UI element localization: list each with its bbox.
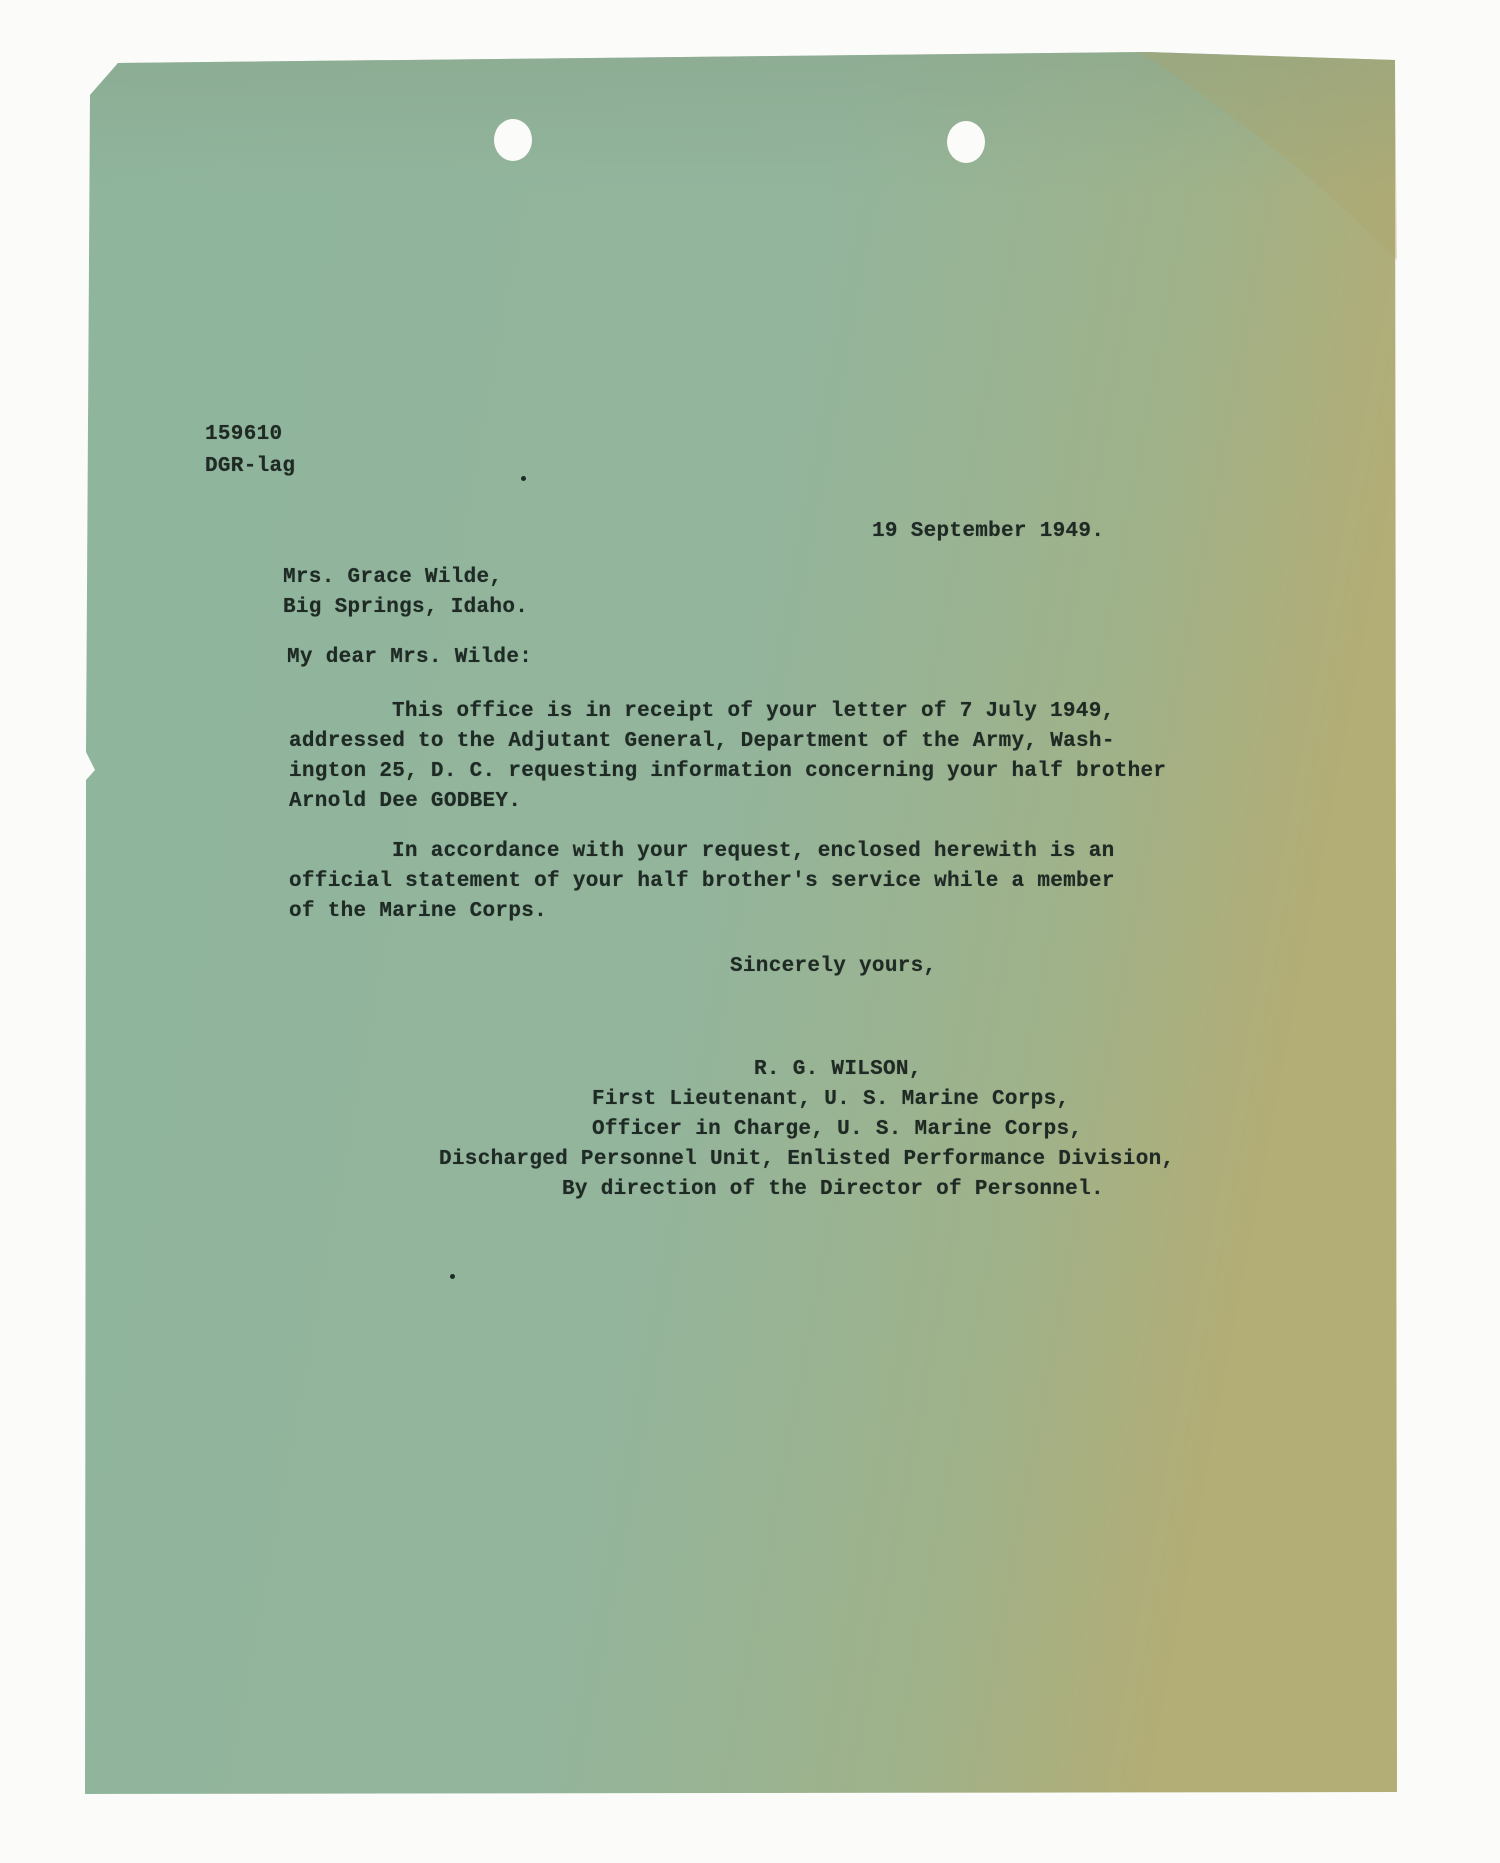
closing: Sincerely yours, xyxy=(730,955,937,978)
signer-title-line: First Lieutenant, U. S. Marine Corps, xyxy=(592,1088,1070,1111)
paragraph-1-line: Arnold Dee GODBEY. xyxy=(289,790,522,813)
ink-speck xyxy=(450,1274,455,1279)
punch-hole-left xyxy=(494,119,532,161)
salutation: My dear Mrs. Wilde: xyxy=(287,646,533,669)
paragraph-1-line: ington 25, D. C. requesting information concerning your half brother xyxy=(289,760,1167,783)
ink-speck xyxy=(521,476,526,481)
paragraph-2-line: of the Marine Corps. xyxy=(289,900,548,923)
recipient-address: Big Springs, Idaho. xyxy=(283,596,529,619)
paragraph-1-line: addressed to the Adjutant General, Department of the Army, Wash- xyxy=(289,730,1115,753)
signer-name: R. G. WILSON, xyxy=(754,1058,922,1081)
paragraph-1-line: This office is in receipt of your letter of 7 July 1949, xyxy=(392,700,1115,723)
recipient-name: Mrs. Grace Wilde, xyxy=(283,566,503,589)
paragraph-2-line: official statement of your half brother's service while a member xyxy=(289,870,1115,893)
signer-title-line: Officer in Charge, U. S. Marine Corps, xyxy=(592,1118,1083,1141)
signer-title-line: Discharged Personnel Unit, Enlisted Performance Division, xyxy=(439,1148,1175,1171)
letter-date: 19 September 1949. xyxy=(872,520,1105,543)
paragraph-2-line: In accordance with your request, enclosed herewith is an xyxy=(392,840,1115,863)
punch-hole-right xyxy=(947,121,985,163)
file-number: 159610 xyxy=(205,423,283,446)
signer-title-line: By direction of the Director of Personnel. xyxy=(562,1178,1104,1201)
reference-initials: DGR-lag xyxy=(205,455,296,478)
